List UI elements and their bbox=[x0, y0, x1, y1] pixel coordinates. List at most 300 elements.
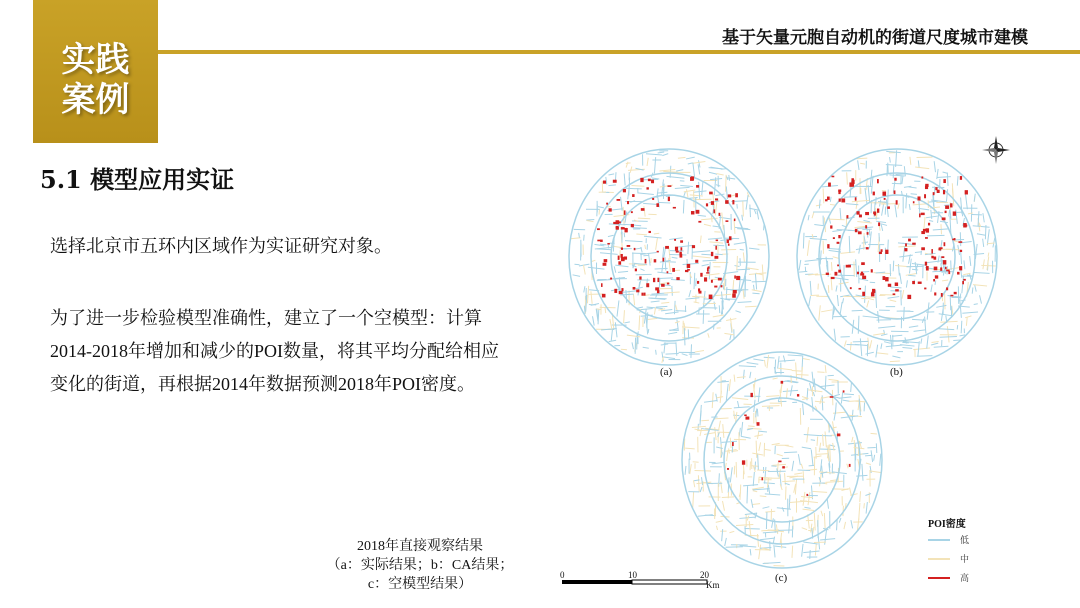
street-segment bbox=[659, 278, 673, 279]
hotspot bbox=[685, 270, 688, 272]
street-segment bbox=[886, 345, 903, 347]
street-segment bbox=[852, 437, 853, 442]
street-segment bbox=[802, 447, 811, 449]
hotspot bbox=[877, 179, 879, 183]
street-segment bbox=[600, 244, 606, 245]
street-segment bbox=[898, 203, 899, 208]
hotspot bbox=[621, 257, 625, 261]
paragraph-null-model: 为了进一步检验模型准确性，建立了一个空模型：计算2014-2018年增加和减少的POI数量，将其平均分配给相应变化的街道，再根据2014年数据预测2018年POI密度。 bbox=[50, 308, 499, 394]
street-segment bbox=[596, 309, 601, 310]
hotspot bbox=[618, 261, 621, 264]
street-segment bbox=[865, 188, 867, 204]
street-segment bbox=[598, 207, 604, 208]
street-segment bbox=[914, 330, 926, 331]
street-segment bbox=[752, 504, 760, 505]
street-segment bbox=[652, 178, 659, 179]
street-segment bbox=[902, 290, 904, 299]
street-segment bbox=[760, 538, 774, 540]
street-segment bbox=[675, 321, 680, 322]
panel-label-b: (b) bbox=[890, 366, 903, 378]
scale-tick-10: 10 bbox=[628, 570, 637, 580]
street-segment bbox=[764, 357, 775, 358]
hotspot bbox=[827, 197, 830, 200]
street-segment bbox=[609, 174, 615, 175]
street-segment bbox=[693, 492, 694, 509]
street-segment bbox=[593, 316, 595, 325]
street-segment bbox=[772, 518, 774, 527]
street-segment bbox=[757, 470, 769, 471]
street-segment bbox=[713, 418, 728, 419]
street-segment bbox=[608, 185, 615, 186]
street-segment bbox=[827, 499, 828, 509]
street-segment bbox=[829, 250, 839, 251]
street-segment bbox=[644, 206, 645, 216]
street-segment bbox=[913, 348, 930, 350]
hotspot bbox=[834, 272, 837, 276]
hotspot bbox=[627, 245, 631, 247]
street-segment bbox=[921, 338, 922, 343]
street-segment bbox=[859, 503, 860, 520]
hotspot bbox=[913, 201, 915, 203]
street-segment bbox=[734, 219, 735, 233]
hotspot bbox=[894, 190, 896, 194]
street-segment bbox=[773, 378, 778, 379]
street-segment bbox=[709, 262, 710, 280]
hotspot bbox=[905, 243, 907, 246]
street-segment bbox=[962, 312, 978, 313]
street-segment bbox=[902, 347, 912, 348]
ring-road bbox=[839, 195, 955, 319]
hotspot bbox=[617, 199, 621, 201]
street-segment bbox=[579, 264, 589, 266]
street-segment bbox=[686, 189, 688, 197]
hotspot bbox=[778, 461, 781, 463]
street-segment bbox=[669, 255, 686, 256]
street-segment bbox=[864, 403, 865, 412]
street-segment bbox=[813, 527, 814, 534]
hotspot bbox=[661, 284, 665, 287]
street-segment bbox=[825, 365, 826, 373]
street-segment bbox=[748, 426, 754, 427]
street-segment bbox=[779, 360, 795, 361]
street-segment bbox=[756, 408, 757, 417]
street-segment bbox=[654, 233, 659, 234]
street-segment bbox=[946, 189, 947, 201]
street-segment bbox=[909, 204, 910, 210]
street-segment bbox=[783, 390, 798, 391]
hotspot bbox=[926, 228, 929, 232]
street-segment bbox=[908, 275, 915, 276]
hotspot bbox=[648, 179, 651, 181]
hotspot bbox=[861, 272, 863, 274]
hotspot bbox=[931, 256, 933, 259]
street-segment bbox=[874, 455, 875, 461]
street-segment bbox=[723, 424, 724, 438]
hotspot bbox=[674, 239, 676, 241]
hotspot bbox=[706, 203, 708, 206]
street-segment bbox=[730, 467, 732, 482]
street-segment bbox=[947, 296, 961, 298]
street-segment bbox=[851, 383, 852, 392]
street-segment bbox=[685, 298, 699, 299]
street-segment bbox=[626, 163, 631, 164]
street-segment bbox=[624, 322, 629, 323]
hotspot bbox=[895, 282, 898, 286]
street-segment bbox=[843, 400, 850, 401]
street-segment bbox=[863, 316, 880, 318]
hotspot bbox=[639, 276, 641, 279]
hotspot bbox=[657, 278, 659, 282]
hotspot bbox=[852, 183, 854, 187]
street-segment bbox=[647, 158, 648, 166]
street-segment bbox=[608, 235, 614, 236]
street-segment bbox=[740, 249, 744, 250]
street-segment bbox=[676, 170, 683, 171]
street-segment bbox=[648, 253, 650, 266]
hotspot bbox=[857, 272, 859, 275]
hotspot bbox=[908, 239, 911, 242]
hotspot bbox=[604, 259, 608, 262]
hotspot bbox=[873, 192, 875, 196]
street-segment bbox=[734, 407, 750, 408]
hotspot bbox=[727, 239, 729, 243]
hotspot bbox=[707, 267, 709, 271]
hotspot bbox=[943, 190, 945, 194]
hotspot bbox=[636, 289, 639, 292]
hotspot bbox=[623, 189, 626, 192]
hotspot bbox=[940, 267, 942, 270]
street-segment bbox=[834, 394, 840, 395]
street-segment bbox=[714, 177, 715, 195]
street-segment bbox=[752, 290, 762, 292]
street-segment bbox=[704, 224, 711, 226]
street-segment bbox=[765, 449, 771, 450]
hotspot bbox=[925, 186, 928, 189]
hotspot bbox=[652, 198, 654, 200]
hotspot bbox=[882, 192, 886, 196]
street-segment bbox=[935, 280, 936, 284]
hotspot bbox=[965, 190, 968, 194]
hotspot bbox=[856, 211, 859, 214]
street-segment bbox=[980, 295, 982, 303]
street-segment bbox=[808, 215, 809, 220]
street-segment bbox=[584, 235, 585, 241]
hotspot bbox=[948, 271, 950, 274]
street-segment bbox=[834, 411, 836, 421]
hotspot bbox=[644, 293, 646, 296]
street-segment bbox=[819, 449, 836, 450]
street-segment bbox=[724, 333, 734, 335]
hotspot bbox=[919, 213, 921, 217]
hotspot bbox=[965, 225, 967, 227]
street-segment bbox=[878, 202, 887, 203]
street-segment bbox=[785, 445, 794, 447]
street-segment bbox=[703, 310, 704, 324]
street-segment bbox=[941, 309, 943, 321]
hotspot bbox=[893, 293, 896, 295]
street-segment bbox=[808, 492, 810, 505]
hotspot bbox=[603, 263, 607, 266]
street-segment bbox=[715, 254, 722, 255]
street-segment bbox=[961, 321, 962, 334]
street-segment bbox=[764, 360, 765, 367]
hotspot bbox=[698, 291, 701, 294]
hotspot bbox=[691, 211, 694, 214]
street-segment bbox=[656, 238, 658, 250]
hotspot bbox=[632, 194, 634, 197]
street-segment bbox=[927, 302, 929, 319]
scale-tick-20: 20 bbox=[700, 570, 709, 580]
street-segment bbox=[792, 461, 794, 471]
hotspot bbox=[874, 213, 876, 216]
hotspot bbox=[672, 268, 675, 272]
hotspot bbox=[734, 275, 736, 278]
street-segment bbox=[743, 370, 744, 379]
hotspot bbox=[711, 201, 714, 205]
street-segment bbox=[713, 315, 724, 317]
street-segment bbox=[702, 264, 709, 265]
street-segment bbox=[755, 274, 756, 290]
street-segment bbox=[890, 300, 897, 301]
street-segment bbox=[792, 546, 793, 558]
street-segment bbox=[879, 225, 880, 230]
street-segment bbox=[798, 454, 800, 465]
hotspot bbox=[728, 194, 731, 197]
street-segment bbox=[685, 448, 695, 449]
street-segment bbox=[812, 212, 814, 218]
street-segment bbox=[799, 271, 807, 272]
street-segment bbox=[735, 311, 740, 313]
street-segment bbox=[940, 321, 957, 322]
street-segment bbox=[773, 546, 786, 547]
hotspot bbox=[871, 292, 875, 296]
street-segment bbox=[765, 511, 775, 512]
street-segment bbox=[753, 472, 754, 486]
figure-caption bbox=[320, 537, 520, 594]
street-segment bbox=[892, 335, 902, 336]
street-segment bbox=[974, 304, 978, 305]
street-segment bbox=[890, 361, 900, 362]
street-segment bbox=[814, 224, 824, 225]
street-segment bbox=[747, 486, 748, 503]
street-segment bbox=[736, 525, 753, 526]
street-segment bbox=[694, 302, 700, 303]
street-segment bbox=[700, 428, 702, 436]
hotspot bbox=[675, 247, 678, 251]
street-segment bbox=[750, 205, 751, 218]
hotspot bbox=[714, 286, 717, 288]
hotspot bbox=[609, 208, 612, 211]
hotspot bbox=[921, 231, 925, 234]
hotspot bbox=[926, 266, 929, 270]
street-segment bbox=[684, 192, 686, 197]
street-segment bbox=[591, 260, 595, 261]
street-segment bbox=[742, 215, 743, 221]
street-segment bbox=[778, 368, 792, 370]
hotspot bbox=[921, 247, 925, 250]
street-segment bbox=[814, 379, 815, 393]
legend-label-high: 高 bbox=[960, 573, 970, 583]
street-segment bbox=[659, 169, 675, 171]
figure-caption-line2: （a：实际结果；b：CA结果； bbox=[326, 558, 514, 573]
street-segment bbox=[878, 326, 895, 328]
street-segment bbox=[820, 539, 835, 540]
street-segment bbox=[819, 199, 820, 208]
street-segment bbox=[615, 265, 628, 267]
hotspot bbox=[912, 243, 916, 245]
street-segment bbox=[871, 450, 873, 462]
street-segment bbox=[876, 290, 877, 308]
hotspot bbox=[945, 211, 947, 213]
hotspot bbox=[662, 258, 664, 262]
street-segment bbox=[795, 479, 796, 494]
hotspot bbox=[950, 295, 953, 297]
street-segment bbox=[851, 520, 853, 528]
street-segment bbox=[803, 492, 805, 506]
street-segment bbox=[689, 290, 691, 297]
street-segment bbox=[837, 295, 838, 306]
street-segment bbox=[648, 318, 657, 319]
street-segment bbox=[901, 290, 902, 305]
street-segment bbox=[624, 174, 625, 186]
street-segment bbox=[943, 172, 948, 173]
map-figure bbox=[540, 130, 1040, 600]
street-segment bbox=[902, 342, 908, 343]
street-segment bbox=[823, 188, 824, 203]
street-segment bbox=[820, 385, 835, 387]
street-segment bbox=[664, 342, 665, 353]
street-segment bbox=[831, 262, 832, 271]
hotspot bbox=[613, 222, 615, 224]
street-segment bbox=[801, 464, 803, 469]
street-segment bbox=[722, 441, 737, 442]
street-segment bbox=[656, 306, 668, 307]
street-segment bbox=[638, 218, 650, 219]
hotspot bbox=[862, 292, 865, 296]
street-segment bbox=[751, 499, 753, 508]
street-segment bbox=[685, 466, 686, 475]
street-segment bbox=[801, 496, 813, 497]
hotspot bbox=[850, 287, 852, 289]
street-segment bbox=[964, 260, 965, 269]
street-segment bbox=[587, 221, 594, 222]
street-segment bbox=[925, 317, 926, 334]
street-segment bbox=[700, 405, 701, 421]
hotspot bbox=[837, 265, 839, 267]
street-segment bbox=[663, 171, 678, 172]
street-segment bbox=[983, 259, 984, 269]
scale-unit: Km bbox=[706, 580, 720, 590]
street-segment bbox=[947, 326, 949, 342]
street-segment bbox=[726, 186, 727, 199]
hotspot bbox=[928, 223, 930, 226]
street-segment bbox=[743, 201, 744, 216]
street-segment bbox=[584, 286, 585, 292]
hotspot bbox=[848, 265, 851, 268]
street-segment bbox=[937, 177, 951, 178]
street-segment bbox=[933, 229, 948, 230]
street-segment bbox=[774, 547, 775, 558]
street-segment bbox=[815, 544, 816, 556]
hotspot bbox=[667, 271, 669, 273]
street-segment bbox=[712, 392, 713, 408]
hotspot bbox=[896, 200, 898, 204]
street-segment bbox=[751, 466, 759, 467]
hotspot bbox=[729, 236, 732, 240]
street-segment bbox=[833, 257, 839, 259]
street-segment bbox=[708, 238, 722, 239]
street-segment bbox=[960, 335, 966, 336]
street-segment bbox=[886, 151, 901, 152]
hotspot bbox=[885, 250, 888, 254]
street-segment bbox=[768, 485, 769, 494]
street-segment bbox=[802, 544, 803, 557]
street-segment bbox=[865, 455, 872, 456]
street-segment bbox=[802, 398, 807, 399]
street-segment bbox=[987, 229, 989, 245]
street-segment bbox=[947, 173, 948, 186]
street-segment bbox=[804, 435, 820, 436]
street-segment bbox=[693, 191, 706, 192]
street-segment bbox=[890, 287, 901, 288]
hotspot bbox=[718, 278, 722, 281]
figure-caption-line3: c：空模型结果） bbox=[367, 577, 473, 592]
street-segment bbox=[974, 194, 975, 202]
hotspot bbox=[618, 256, 620, 260]
hotspot bbox=[745, 417, 749, 420]
street-segment bbox=[864, 503, 865, 508]
street-segment bbox=[716, 185, 720, 186]
legend-swatch-mid bbox=[928, 558, 950, 560]
street-segment bbox=[600, 253, 618, 255]
street-segment bbox=[954, 241, 959, 242]
street-segment bbox=[758, 453, 759, 470]
hotspot bbox=[860, 273, 864, 275]
street-segment bbox=[743, 485, 758, 486]
street-segment bbox=[726, 175, 727, 192]
street-segment bbox=[856, 248, 866, 250]
hotspot bbox=[866, 247, 869, 249]
street-segment bbox=[632, 228, 647, 229]
hotspot bbox=[849, 464, 851, 467]
hotspot bbox=[680, 247, 682, 250]
hotspot bbox=[859, 214, 862, 217]
street-segment bbox=[722, 501, 724, 511]
hotspot bbox=[732, 294, 736, 298]
hotspot bbox=[750, 393, 752, 397]
hotspot bbox=[606, 203, 608, 205]
hotspot bbox=[942, 217, 946, 220]
street-segment bbox=[811, 440, 815, 441]
hotspot bbox=[640, 178, 643, 182]
street-segment bbox=[695, 429, 701, 430]
street-segment bbox=[690, 464, 692, 474]
hotspot bbox=[861, 262, 865, 265]
street-segment bbox=[749, 248, 759, 249]
street-segment bbox=[598, 309, 599, 325]
hotspot bbox=[837, 433, 840, 436]
hotspot bbox=[616, 220, 620, 224]
map-panel-b bbox=[790, 145, 1005, 370]
street-segment bbox=[765, 494, 780, 495]
street-segment bbox=[663, 184, 664, 199]
street-segment bbox=[632, 342, 634, 349]
street-segment bbox=[587, 286, 588, 303]
street-segment bbox=[662, 154, 668, 156]
section-tab-label bbox=[33, 40, 158, 120]
street-segment bbox=[895, 205, 897, 218]
hotspot bbox=[924, 288, 926, 290]
